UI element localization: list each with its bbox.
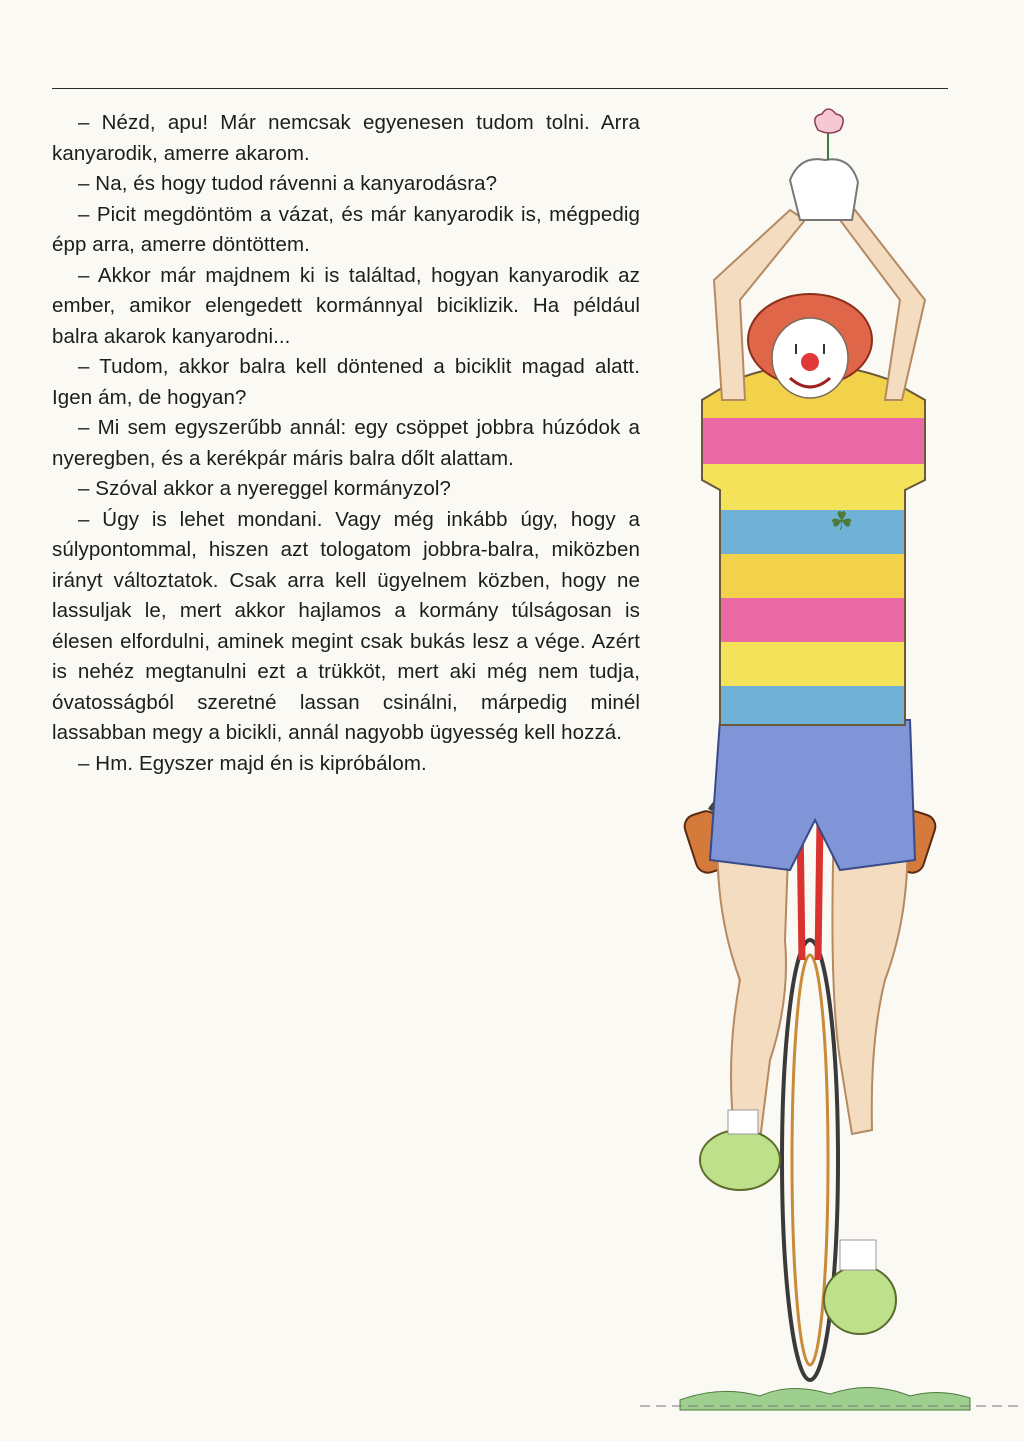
clown-nose — [801, 353, 819, 371]
dialogue-paragraph: – Szóval akkor a nyereggel kormányzol? — [78, 477, 451, 500]
dialogue-paragraph: – Nézd, apu! Már nemcsak egyenesen tudom tolni. Arra kanyarodik, amerre akarom. — [52, 111, 640, 165]
jersey-stripe — [690, 418, 940, 464]
jersey-stripe — [690, 464, 940, 510]
dialogue-paragraph: – Mi sem egyszerűbb annál: egy csöppet jobbra húzódok a nyeregben, és a kerékpár máris balra dőlt alattam. — [52, 416, 640, 470]
dialogue-paragraph: – Na, és hogy tudod rávenni a kanyarodásra? — [78, 172, 498, 195]
flower-icon — [815, 109, 843, 133]
right-sock — [840, 1240, 876, 1270]
jersey-stripe — [690, 686, 940, 730]
dialogue-text — [52, 108, 640, 779]
dialogue-paragraph: – Akkor már majdnem ki is találtad, hogyan kanyarodik az ember, amikor elengedett kormánnyal biciklizik. Ha például balra akarok kanyarodni... — [52, 263, 640, 348]
clover-badge-icon: ☘ — [830, 507, 854, 537]
left-sock — [728, 1110, 758, 1134]
shorts — [710, 720, 915, 870]
dialogue-paragraph: – Hm. Egyszer majd én is kipróbálom. — [78, 751, 427, 775]
jersey-stripe — [690, 642, 940, 686]
dialogue-paragraph: – Tudom, akkor balra kell döntened a biciklit magad alatt. Igen ám, de hogyan? — [52, 355, 640, 409]
gloves — [790, 159, 858, 220]
jersey-stripe — [690, 554, 940, 598]
jersey-stripe — [690, 510, 940, 554]
wheel-rim — [792, 955, 828, 1365]
top-rule — [52, 88, 948, 89]
clown-cyclist-illustration — [640, 100, 1024, 1441]
striped-jersey — [690, 365, 940, 730]
jersey-stripe — [690, 598, 940, 642]
clown-cyclist-drawing — [640, 100, 1024, 1441]
dialogue-paragraph: – Úgy is lehet mondani. Vagy még inkább úgy, hogy a súlypontommal, hiszen azt tologatom jobbra-balra, miközben irányt változtatok. Csak arra kell ügyelnem közben, hogy ne lassuljak le, mert akkor hajlamos a kormány túlságosan is élesen elfordulni, aminek megint csak bukás lesz a vége. Azért is nehéz megtanulni ezt a trükköt, mert aki még nem tudja, óvatosságból szeretné lassan csinálni, márpedig minél lassabban megy a bicikli, annál nagyobb ügyesség kell hozzá. — [52, 507, 640, 744]
grass-patch — [680, 1387, 970, 1410]
left-shoe — [700, 1130, 780, 1190]
right-shoe — [824, 1266, 896, 1334]
dialogue-paragraph: – Picit megdöntöm a vázat, és már kanyarodik is, mégpedig épp arra, amerre döntöttem. — [52, 202, 640, 256]
